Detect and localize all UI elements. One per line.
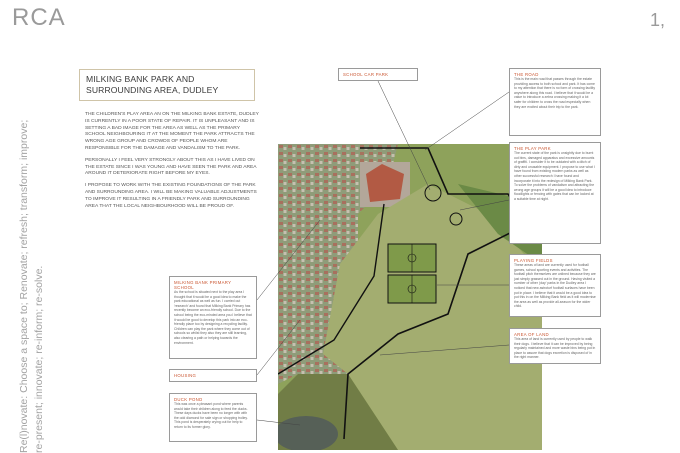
label-playing-fields: [509, 254, 601, 317]
intro-paragraph-1: THE CHILDREN'S PLAY AREA AN ON THE MILKING BANK ESTATE, DUDLEY IS CURRENTLY IN A POOR STATE OF REPAIR. IT IS UNPLEASANT AND IS SETTING A BAD IMAGE FOR THE AREA AS WELL AS THE PRIMARY SCHOOL NEIGHBOURING IT AT THE MOMENT THE PARK ATTRACTS THE WRONG AGE GROUP AND CROWDS OF PEOPLE WHOM ARE RESPONSIBLE FOR THE DAMAGE AND VANDALISM TO THE PARK.: [85, 112, 259, 151]
intro-paragraph-2: PERSONALLY I FEEL VERY STRONGLY ABOUT THIS AS I HAVE LIVED ON THE ESTATE SINCE I WAS YOUNG AND HAVE SEEN THE PARK AND AREA AROUND IT DETERIORATE RIGHT BEFORE MY EYES.: [85, 157, 257, 177]
label-milking-bank-school-title: MILKING BANK PRIMARY SCHOOL: [174, 280, 232, 290]
intro-paragraph-3: I PROPOSE TO WORK WITH THE EXISTING FOUNDATIONS OF THE PARK AND SURROUNDING AREA. I WILL BE MAKING VALUABLE ADJUSTMENTS TO IMPROVE IT RESULTING IN A FRIENDLY PARK AND SURROUNDING AREA THAT THE LOCAL NEIGHBOURHOOD WILL BE PROUD OF.: [85, 183, 257, 209]
label-playing-fields-title: PLAYING FIELDS: [514, 258, 553, 263]
page-number: 1,: [650, 10, 666, 30]
label-area-of-land-text: This area of land is currently used by people to walk their dogs. I believe that it can be improved by being regularly maintained and more waste bins being put in place to assure that dogs excretion is disposed of in the right manner.: [514, 337, 596, 360]
label-the-road-title: THE ROAD: [514, 72, 539, 77]
tagline-line-1: Re(l)novate: Choose a space to; Renovate; refresh; transform; improve;: [18, 119, 30, 453]
page-title-line-1: MILKING BANK PARK AND: [86, 74, 195, 84]
label-playing-fields-text: These areas of land are currently used for football games, school sporting events and activities. The football pitch themselves are unlined because they are just simply grassed out in the ground. Having visited a number of other 'play' parks in the Dudley area I noticed that new astroturf football surfaces have been put in place. I believe that it would be a good idea to put this in on the Milking Bank field as it will modernise the area as well as provide all-season for the wider child.: [514, 263, 596, 309]
label-play-park-title: THE PLAY PARK: [514, 146, 551, 151]
label-milking-bank-school-text: As the school is situated next to the play area I thought that it would be a good idea to make the park educational as well as fun. I carried out 'research' and found that Milking Bank Primary has recently become an eco-friendly school. Due to the school being the eco-minded area you I believe that it would be good to develop this park into an eco-friendly place too by designing a recycling facility. Children can play the park where they come out of schools so whilst they also they are still learning, also clearing a path or helping towards the environment.: [174, 290, 252, 345]
label-housing: [169, 369, 257, 382]
tagline-line-2: re-present; innovate; re-inform; re-solve.: [33, 265, 45, 453]
label-school-car-park-title: SCHOOL CAR PARK: [343, 72, 389, 77]
label-the-road: [509, 68, 601, 136]
label-housing-title: HOUSING: [174, 373, 197, 378]
page-title-line-2: SURROUNDING AREA, DUDLEY: [86, 85, 219, 95]
label-duck-pond-text: This was once a pleasant pond where parents would take their children along to feed the ducks. These days ducks have been no longer with with the odd diamond for sale sign or shopping trolley. This pond is desperately crying out for help to return to its former glory.: [174, 402, 248, 429]
label-school-car-park: [338, 68, 418, 81]
label-duck-pond: [169, 393, 257, 442]
rca-logo: RCA: [12, 4, 66, 31]
label-duck-pond-title: DUCK POND: [174, 397, 203, 402]
label-play-park-text: The current state of the park is unsightly due to burnt out bins, damaged apparatus and excessive amounts of graffiti. I consider it to be outdated with a ditch of dirty and unusable equipment. I propose to use what I have found from existing modern parks as well as other successful research I have found and incorporate it into the redesign of Milking Bank Park. To solve the problems of vandalism and attracting the wrong age groups it will be a good idea to introduce floodlights or fencing with gates that can be locked at a suitable time at night.: [514, 151, 595, 201]
label-area-of-land-title: AREA OF LAND: [514, 332, 549, 337]
label-play-park: [509, 142, 601, 244]
label-area-of-land: [509, 328, 601, 364]
label-milking-bank-school: [169, 276, 257, 359]
label-the-road-text: This is the main road that passes through the estate providing access to both school and park. It has come to my attention that there is no form of crossing facility anywhere along this road. I believe that it would be a value to introduce a zebra crossing making it a lot safer for children to cross the road especially when they are excited about their trip to the park.: [514, 77, 596, 109]
